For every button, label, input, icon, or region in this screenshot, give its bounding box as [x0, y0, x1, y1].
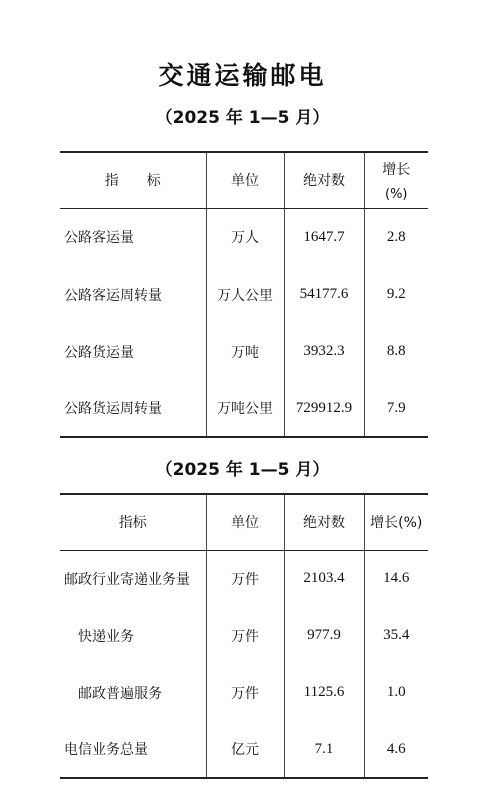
header-unit: 单位 [206, 494, 284, 550]
row-absolute: 1647.7 [284, 208, 364, 266]
row-growth: 7.9 [364, 380, 428, 437]
header-absolute: 绝对数 [284, 494, 364, 550]
row-absolute: 7.1 [284, 721, 364, 778]
table-row [60, 208, 428, 266]
row-unit: 万件 [206, 607, 284, 664]
row-unit: 万人公里 [206, 266, 284, 323]
row-absolute: 3932.3 [284, 323, 364, 380]
header-growth-label: 增长 [382, 161, 411, 178]
post-telecom-table [60, 493, 428, 779]
row-absolute: 54177.6 [284, 266, 364, 323]
row-growth: 1.0 [364, 664, 428, 721]
table-row [60, 323, 428, 380]
row-growth: 2.8 [364, 208, 428, 266]
row-absolute: 1125.6 [284, 664, 364, 721]
table-row [60, 721, 428, 778]
header-unit: 单位 [206, 152, 284, 208]
row-indicator: 公路客运量 [64, 230, 134, 247]
table-header-row [60, 152, 428, 208]
row-growth: 4.6 [364, 721, 428, 778]
header-growth: 增长(%) [364, 494, 428, 550]
header-indicator: 指标 [60, 494, 206, 550]
row-unit: 万吨 [206, 323, 284, 380]
table-row [60, 607, 428, 664]
row-indicator: 邮政普遍服务 [78, 685, 162, 702]
row-indicator: 电信业务总量 [64, 742, 148, 758]
row-unit: 亿元 [206, 721, 284, 778]
section1-period: （2025 年 1—5 月） [155, 108, 330, 128]
row-indicator: 公路客运周转量 [64, 287, 162, 304]
row-indicator: 邮政行业寄递业务量 [64, 571, 190, 588]
row-unit: 万吨公里 [206, 380, 284, 437]
table-row [60, 664, 428, 721]
table-row [60, 266, 428, 323]
row-absolute: 729912.9 [284, 380, 364, 437]
row-absolute: 2103.4 [284, 550, 364, 607]
row-unit: 万件 [206, 550, 284, 607]
table-row [60, 550, 428, 607]
table-header-row [60, 494, 428, 550]
row-growth: 8.8 [364, 323, 428, 380]
header-growth-unit: (%) [385, 186, 408, 202]
row-growth: 35.4 [364, 607, 428, 664]
table-row [60, 380, 428, 437]
section2-period: （2025 年 1—5 月） [155, 460, 330, 480]
row-unit: 万人 [206, 208, 284, 266]
transport-table [60, 151, 428, 438]
row-indicator: 快递业务 [78, 628, 134, 645]
header-indicator: 指 标 [60, 152, 206, 208]
row-unit: 万件 [206, 664, 284, 721]
page-title: 交通运输邮电 [158, 61, 327, 90]
row-indicator: 公路货运周转量 [64, 401, 162, 417]
row-absolute: 977.9 [284, 607, 364, 664]
row-indicator: 公路货运量 [64, 344, 134, 361]
header-growth [364, 152, 428, 208]
header-absolute: 绝对数 [284, 152, 364, 208]
row-growth: 9.2 [364, 266, 428, 323]
row-growth: 14.6 [364, 550, 428, 607]
